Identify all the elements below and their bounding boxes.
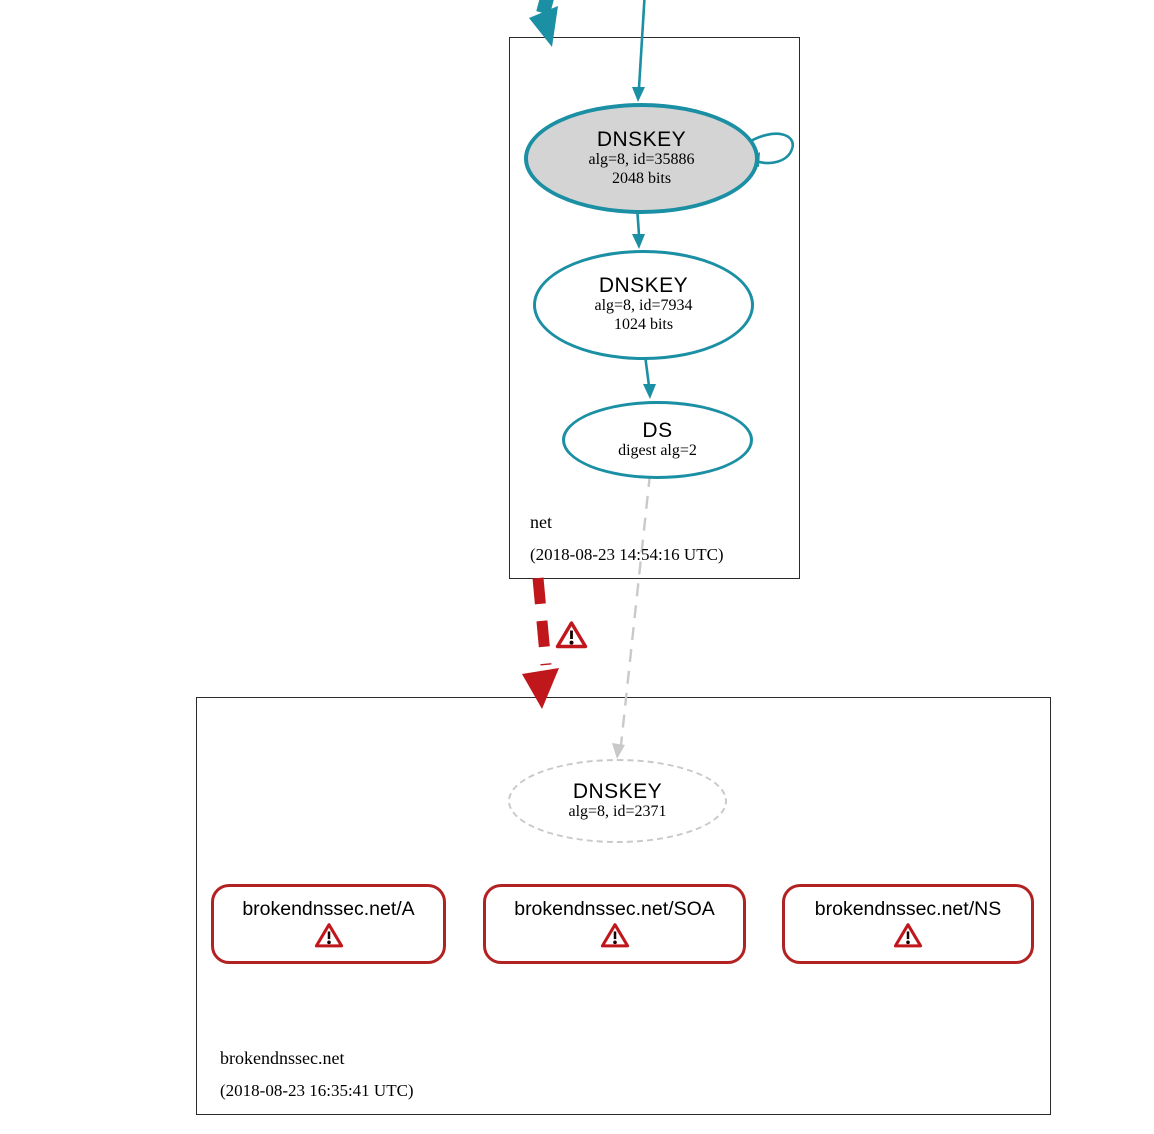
- node-detail: 1024 bits: [613, 316, 674, 334]
- rrset-label: brokendnssec.net/A: [242, 898, 415, 921]
- node-detail: alg=8, id=2371: [568, 802, 667, 820]
- node-detail: alg=8, id=35886: [588, 150, 695, 168]
- warning-icon: [893, 922, 923, 949]
- node-detail: alg=8, id=7934: [594, 297, 693, 315]
- zone-timestamp-brokendnssec-net: (2018-08-23 16:35:41 UTC): [220, 1081, 414, 1100]
- node-detail: digest alg=2: [618, 441, 697, 459]
- node-net-zsk: [533, 250, 754, 360]
- node-detail: 2048 bits: [611, 169, 672, 187]
- zone-label-net: net: [530, 512, 552, 532]
- warning-icon: [314, 922, 344, 949]
- warning-icon: [600, 922, 630, 949]
- edge-net-to-broken-zone-bogus: [522, 578, 559, 709]
- zone-label-brokendnssec-net: brokendnssec.net: [220, 1048, 345, 1068]
- rrset-label: brokendnssec.net/NS: [814, 898, 1002, 921]
- node-rrset-ns: [782, 884, 1034, 964]
- node-title: DNSKEY: [598, 274, 689, 298]
- node-net-ds: [562, 401, 753, 479]
- node-rrset-a: [211, 884, 446, 964]
- node-title: DS: [642, 418, 673, 442]
- node-net-ksk: [524, 103, 759, 214]
- warning-icon: [555, 620, 588, 650]
- zone-timestamp-net: (2018-08-23 14:54:16 UTC): [530, 545, 724, 564]
- node-title: DNSKEY: [572, 779, 663, 803]
- node-title: DNSKEY: [596, 127, 687, 151]
- node-broken-dnskey: [508, 759, 727, 843]
- rrset-label: brokendnssec.net/SOA: [514, 898, 715, 921]
- node-rrset-soa: [483, 884, 746, 964]
